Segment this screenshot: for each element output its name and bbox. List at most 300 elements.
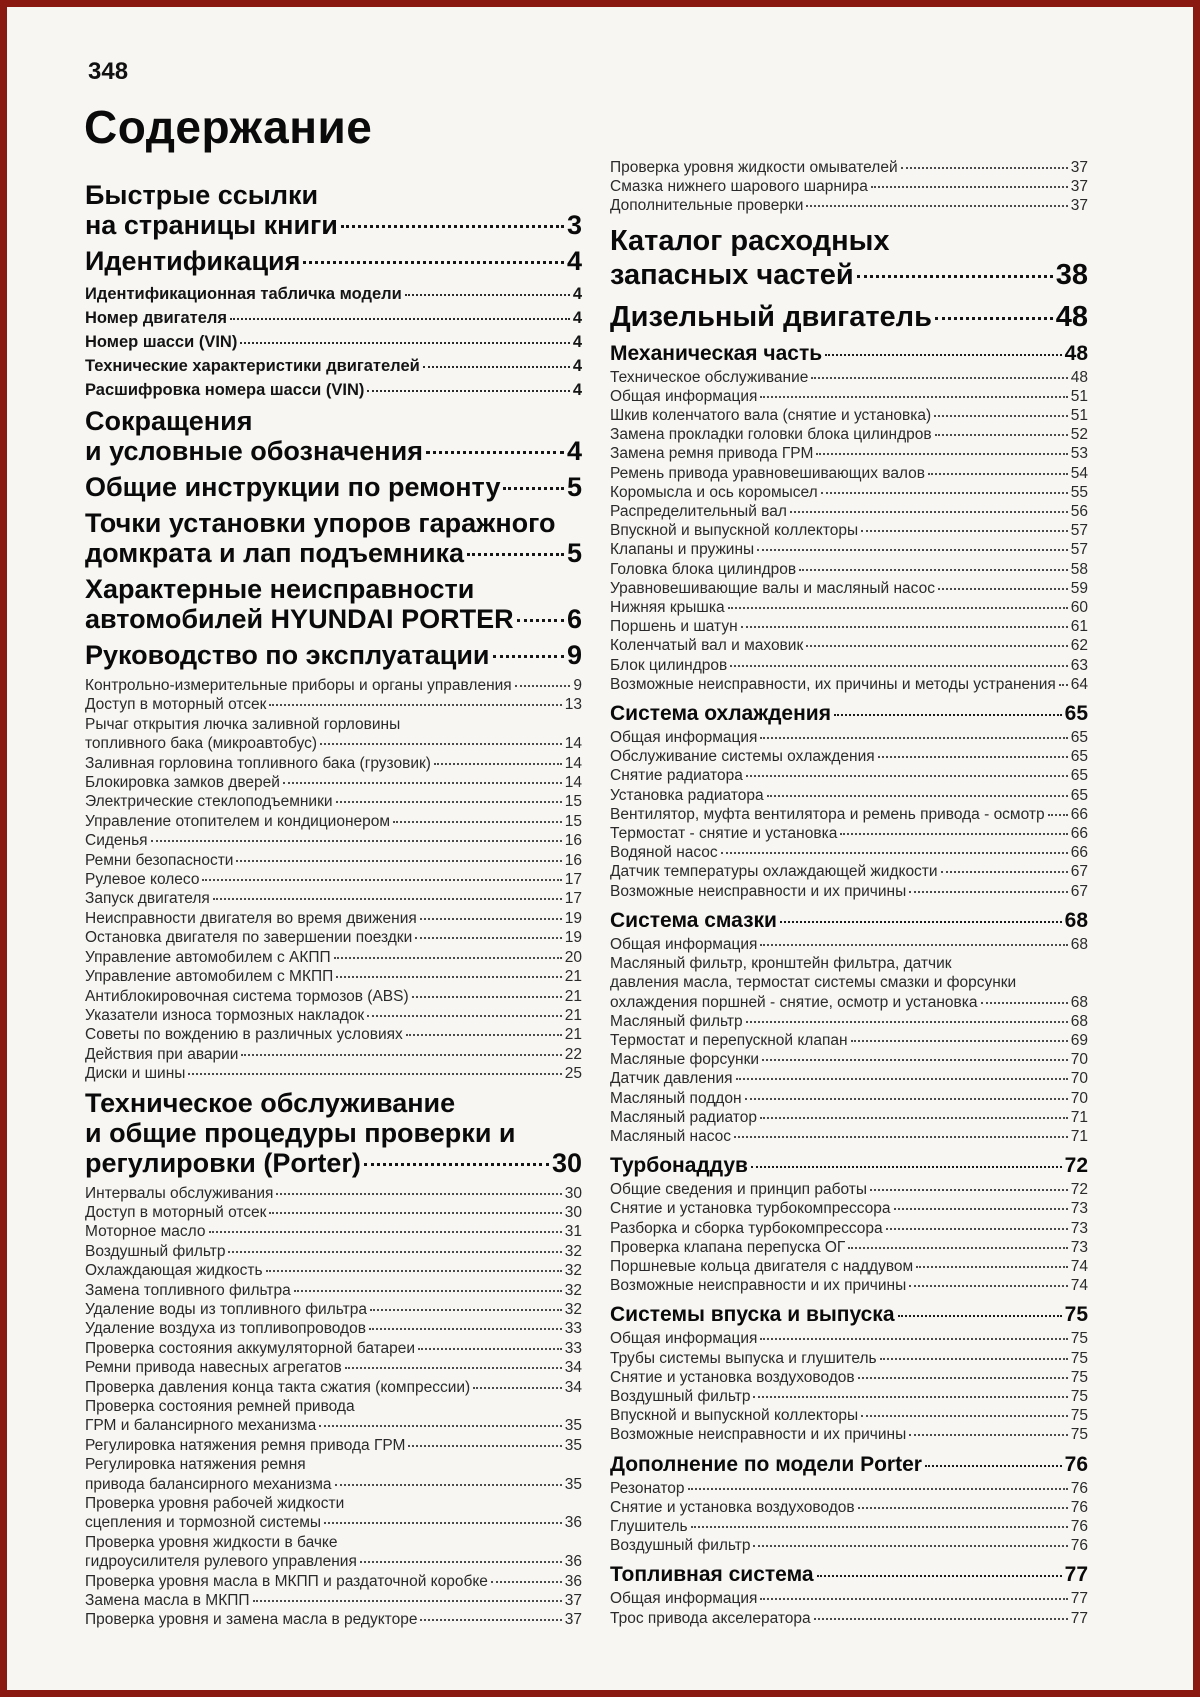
toc-label: Снятие радиатора xyxy=(610,767,743,785)
toc-label: гидроусилителя рулевого управления xyxy=(85,1553,357,1571)
toc-label: Обслуживание системы охлаждения xyxy=(610,748,875,766)
toc-page-ref: 63 xyxy=(1070,656,1088,674)
toc-page-ref: 69 xyxy=(1070,1031,1088,1049)
toc-entry-line xyxy=(610,1031,1088,1050)
toc-label: Проверка уровня и замена масла в редукторе xyxy=(85,1611,418,1629)
toc-entry xyxy=(610,196,1088,215)
toc-page-ref: 16 xyxy=(564,851,582,869)
toc-label: Разборка и сборка турбокомпрессора xyxy=(610,1219,883,1237)
toc-leader-dots xyxy=(151,840,562,842)
toc-leader-dots xyxy=(857,275,1053,278)
toc-entry xyxy=(85,1222,582,1241)
toc-entry-line xyxy=(610,656,1088,675)
toc-label: Расшифровка номера шасси (VIN) xyxy=(85,381,365,399)
toc-entry xyxy=(85,812,582,831)
toc-page-ref: 31 xyxy=(564,1223,582,1241)
toc-leader-dots xyxy=(811,377,1067,379)
toc-entry xyxy=(610,862,1088,881)
toc-entry-line xyxy=(85,472,582,502)
toc-label: регулировки (Porter) xyxy=(85,1147,361,1178)
toc-entry-line xyxy=(85,1261,582,1280)
toc-label: Возможные неисправности и их причины xyxy=(610,1277,907,1295)
toc-page-ref: 37 xyxy=(564,1611,582,1629)
toc-entry xyxy=(85,1064,582,1083)
toc-leader-dots xyxy=(467,553,564,556)
toc-leader-dots xyxy=(745,1098,1068,1100)
toc-page-ref: 56 xyxy=(1070,503,1088,521)
toc-entry-line xyxy=(85,1222,582,1241)
toc-entry xyxy=(610,728,1088,747)
toc-page-ref: 32 xyxy=(564,1281,582,1299)
toc-entry-line xyxy=(610,1276,1088,1295)
toc-entry xyxy=(85,773,582,792)
toc-entry-line xyxy=(85,1025,582,1044)
toc-entry xyxy=(610,1589,1088,1608)
toc-label: Общая информация xyxy=(610,387,758,405)
toc-page-ref: 67 xyxy=(1070,882,1088,900)
toc-entry-line xyxy=(85,210,582,240)
toc-entry-line xyxy=(85,773,582,792)
toc-label: Общие сведения и принцип работы xyxy=(610,1181,868,1199)
toc-entry xyxy=(610,1031,1088,1050)
toc-entry xyxy=(610,598,1088,617)
toc-entry-line xyxy=(85,715,582,734)
toc-entry xyxy=(610,1050,1088,1069)
toc-entry-line xyxy=(610,1563,1088,1587)
toc-page-ref: 75 xyxy=(1070,1426,1088,1444)
toc-leader-dots xyxy=(909,891,1068,893)
toc-page-ref: 75 xyxy=(1070,1387,1088,1405)
toc-page-ref: 72 xyxy=(1070,1181,1088,1199)
toc-leader-dots xyxy=(934,415,1068,417)
toc-label: Идентификация xyxy=(85,246,301,276)
toc-label: автомобилей HYUNDAI PORTER xyxy=(85,604,514,634)
toc-entry xyxy=(610,1238,1088,1257)
toc-page-ref: 37 xyxy=(1070,178,1088,196)
toc-entry xyxy=(610,1219,1088,1238)
toc-entry xyxy=(610,1349,1088,1368)
toc-label: Трубы системы выпуска и глушитель xyxy=(610,1349,877,1367)
toc-entry xyxy=(85,1610,582,1629)
toc-entry-line xyxy=(85,180,582,210)
toc-label: Рычаг открытия лючка заливной горловины xyxy=(85,715,401,733)
toc-leader-dots xyxy=(753,1396,1067,1398)
toc-leader-dots xyxy=(746,775,1068,777)
toc-page-ref: 66 xyxy=(1070,805,1088,823)
toc-page-ref: 55 xyxy=(1070,483,1088,501)
toc-entry xyxy=(610,882,1088,901)
toc-page-ref: 74 xyxy=(1070,1257,1088,1275)
toc-entry xyxy=(610,1012,1088,1031)
toc-column-right xyxy=(610,158,1088,1628)
toc-page-ref: 57 xyxy=(1070,522,1088,540)
toc-label: Масляный поддон xyxy=(610,1089,742,1107)
toc-page-ref: 30 xyxy=(564,1203,582,1221)
toc-label: Общая информация xyxy=(610,729,758,747)
toc-page-ref: 72 xyxy=(1064,1154,1088,1178)
toc-leader-dots xyxy=(1059,684,1068,686)
toc-page-ref: 3 xyxy=(566,210,582,240)
toc-leader-dots xyxy=(894,1208,1068,1210)
toc-entry xyxy=(610,483,1088,502)
toc-page-ref: 37 xyxy=(1070,159,1088,176)
toc-leader-dots xyxy=(426,451,564,454)
toc-page-ref: 75 xyxy=(1070,1368,1088,1386)
toc-page-ref: 30 xyxy=(564,1184,582,1202)
toc-label: Сиденья xyxy=(85,832,148,850)
toc-entry-line xyxy=(85,1064,582,1083)
toc-label: Управление автомобилем с АКПП xyxy=(85,948,331,966)
toc-leader-dots xyxy=(767,795,1068,797)
toc-entry-line xyxy=(85,1475,582,1494)
toc-entry-line xyxy=(610,258,1088,292)
toc-leader-dots xyxy=(817,1575,1062,1577)
toc-entry xyxy=(610,464,1088,483)
toc-leader-dots xyxy=(691,1526,1068,1528)
toc-entry xyxy=(610,824,1088,843)
toc-label: Заливная горловина топливного бака (грузовик) xyxy=(85,754,431,772)
toc-label: Техническое обслуживание xyxy=(610,368,809,386)
toc-entry-line xyxy=(85,1281,582,1300)
toc-label: Смазка нижнего шарового шарнира xyxy=(610,178,868,196)
toc-entry xyxy=(610,1199,1088,1218)
toc-entry-line xyxy=(610,300,1088,334)
toc-leader-dots xyxy=(303,261,564,264)
toc-entry-line xyxy=(610,993,1088,1012)
toc-label: Техническое обслуживание xyxy=(85,1087,456,1118)
toc-entry xyxy=(85,1203,582,1222)
toc-leader-dots xyxy=(367,1015,562,1017)
toc-page-ref: 76 xyxy=(1070,1479,1088,1497)
toc-page-ref: 35 xyxy=(564,1436,582,1454)
toc-entry xyxy=(610,766,1088,785)
toc-entry-line xyxy=(85,1319,582,1338)
toc-page-ref: 9 xyxy=(566,640,582,670)
toc-entry xyxy=(610,387,1088,406)
toc-page-ref: 76 xyxy=(1070,1537,1088,1555)
toc-leader-dots xyxy=(473,1387,562,1389)
toc-leader-dots xyxy=(760,944,1067,946)
toc-page-ref: 71 xyxy=(1070,1108,1088,1126)
toc-leader-dots xyxy=(503,487,564,490)
toc-leader-dots xyxy=(806,205,1067,207)
toc-leader-dots xyxy=(393,821,562,823)
toc-leader-dots xyxy=(364,1163,549,1166)
toc-label: Масляный фильтр xyxy=(610,1012,743,1030)
toc-label: и общие процедуры проверки и xyxy=(85,1117,516,1148)
toc-entry-line xyxy=(85,1203,582,1222)
toc-label: Коленчатый вал и маховик xyxy=(610,637,804,655)
toc-page-ref: 68 xyxy=(1070,1012,1088,1030)
toc-label: Сокращения xyxy=(85,406,253,436)
toc-entry-line xyxy=(85,695,582,714)
toc-entry xyxy=(610,502,1088,521)
toc-page-ref: 21 xyxy=(564,987,582,1005)
toc-leader-dots xyxy=(283,782,562,784)
toc-entry xyxy=(610,954,1088,1012)
toc-page-ref: 54 xyxy=(1070,464,1088,482)
toc-label: Проверка уровня рабочей жидкости xyxy=(85,1495,345,1513)
toc-entry-line xyxy=(610,521,1088,540)
toc-label: Доступ в моторный отсек xyxy=(85,696,267,714)
toc-entry-line xyxy=(85,734,582,753)
toc-entry-line xyxy=(85,640,582,670)
toc-leader-dots xyxy=(746,1021,1068,1023)
toc-entry-line xyxy=(610,954,1088,973)
toc-leader-dots xyxy=(840,833,1067,835)
toc-entry-line xyxy=(610,1453,1088,1477)
toc-entry-line xyxy=(85,1339,582,1358)
toc-entry-line xyxy=(85,436,582,466)
toc-page-ref: 51 xyxy=(1070,387,1088,405)
toc-entry-line xyxy=(610,805,1088,824)
toc-label: Диски и шины xyxy=(85,1065,186,1083)
toc-page-ref: 65 xyxy=(1070,729,1088,747)
toc-page-ref: 17 xyxy=(564,890,582,908)
toc-entry xyxy=(610,425,1088,444)
toc-entry-line xyxy=(85,1552,582,1571)
toc-entry-line xyxy=(610,502,1088,521)
toc-page-ref: 15 xyxy=(564,793,582,811)
toc-entry xyxy=(610,368,1088,387)
toc-label: Дополнение по модели Porter xyxy=(610,1452,922,1476)
toc-page-ref: 14 xyxy=(564,754,582,772)
toc-entry-line xyxy=(85,282,582,306)
toc-entry xyxy=(610,1257,1088,1276)
toc-page-ref: 65 xyxy=(1064,702,1088,726)
toc-leader-dots xyxy=(336,976,562,978)
toc-label: Замена прокладки головки блока цилиндров xyxy=(610,426,932,444)
toc-label: Указатели износа тормозных накладок xyxy=(85,1006,365,1024)
toc-entry xyxy=(85,1494,582,1533)
toc-entry-line xyxy=(610,1589,1088,1608)
toc-entry-line xyxy=(85,1118,582,1148)
toc-leader-dots xyxy=(825,354,1061,356)
toc-page-ref: 5 xyxy=(566,472,582,502)
toc-subsection-heading xyxy=(610,909,1088,933)
toc-leader-dots xyxy=(230,318,570,320)
toc-entry-line xyxy=(85,1513,582,1532)
toc-page-ref: 51 xyxy=(1070,407,1088,425)
toc-label: Руководство по эксплуатации xyxy=(85,640,490,670)
toc-subsection-heading xyxy=(610,702,1088,726)
toc-page-ref: 71 xyxy=(1070,1127,1088,1145)
toc-page-ref: 64 xyxy=(1070,675,1088,693)
toc-entry xyxy=(610,1108,1088,1127)
toc-section-heading xyxy=(85,508,582,568)
toc-leader-dots xyxy=(721,852,1068,854)
toc-leader-dots xyxy=(335,1484,562,1486)
toc-label: Возможные неисправности, их причины и методы устранения xyxy=(610,675,1056,693)
toc-label: домкрата и лап подъемника xyxy=(85,538,465,568)
toc-entry xyxy=(85,987,582,1006)
toc-page-ref: 53 xyxy=(1070,445,1088,463)
toc-entry-line xyxy=(610,909,1088,933)
toc-leader-dots xyxy=(916,1266,1068,1268)
toc-entry-line xyxy=(610,196,1088,215)
toc-page-ref: 4 xyxy=(572,333,582,351)
toc-label: Снятие и установка воздуховодов xyxy=(610,1368,855,1386)
toc-entry xyxy=(610,579,1088,598)
toc-entry-line xyxy=(85,967,582,986)
toc-leader-dots xyxy=(981,1002,1068,1004)
toc-leader-dots xyxy=(493,655,564,658)
toc-page-ref: 61 xyxy=(1070,618,1088,636)
toc-section-heading xyxy=(85,180,582,240)
toc-leader-dots xyxy=(834,714,1062,716)
toc-entry-line xyxy=(610,1329,1088,1348)
toc-page-ref: 13 xyxy=(564,696,582,714)
toc-entry xyxy=(85,715,582,754)
toc-page-ref: 35 xyxy=(564,1475,582,1493)
toc-entry-line xyxy=(610,617,1088,636)
toc-label: Уравновешивающие валы и масляный насос xyxy=(610,579,935,597)
toc-entry-line xyxy=(610,425,1088,444)
toc-leader-dots xyxy=(790,511,1068,513)
toc-entry-line xyxy=(610,387,1088,406)
toc-label: Датчик температуры охлаждающей жидкости xyxy=(610,863,938,881)
toc-page-ref: 33 xyxy=(564,1339,582,1357)
toc-label: Номер двигателя xyxy=(85,309,227,327)
toc-entry xyxy=(610,747,1088,766)
toc-section-heading xyxy=(85,472,582,502)
toc-label: охлаждения поршней - снятие, осмотр и установка xyxy=(610,993,978,1011)
toc-section-heading xyxy=(85,574,582,634)
toc-leader-dots xyxy=(806,645,1068,647)
toc-leader-dots xyxy=(334,957,562,959)
toc-label: Запуск двигателя xyxy=(85,890,210,908)
toc-entry-line xyxy=(85,406,582,436)
toc-leader-dots xyxy=(814,1618,1068,1620)
toc-label: Воздушный фильтр xyxy=(610,1387,751,1405)
toc-label: запасных частей xyxy=(610,258,854,291)
toc-entry xyxy=(85,1397,582,1436)
toc-leader-dots xyxy=(253,1600,562,1602)
toc-entry xyxy=(610,1387,1088,1406)
toc-label: Номер шасси (VIN) xyxy=(85,333,238,351)
toc-entry-line xyxy=(85,812,582,831)
toc-label: Ремни привода навесных агрегатов xyxy=(85,1359,342,1377)
toc-leader-dots xyxy=(688,1488,1068,1490)
toc-entry xyxy=(610,1406,1088,1425)
toc-leader-dots xyxy=(202,879,561,881)
toc-page-ref: 66 xyxy=(1070,844,1088,862)
toc-label: Антиблокировочная система тормозов (ABS) xyxy=(85,987,409,1005)
toc-entry-line xyxy=(610,862,1088,881)
toc-leader-dots xyxy=(901,167,1068,169)
toc-page-ref: 68 xyxy=(1064,908,1088,932)
toc-label: Водяной насос xyxy=(610,844,718,862)
toc-label: Общая информация xyxy=(610,1590,758,1608)
toc-label: Масляный фильтр, кронштейн фильтра, датчик xyxy=(610,955,952,973)
toc-page-ref: 38 xyxy=(1055,258,1088,291)
toc-subsection-heading xyxy=(610,1303,1088,1327)
toc-label: Воздушный фильтр xyxy=(85,1242,226,1260)
toc-leader-dots xyxy=(760,1598,1067,1600)
toc-page-ref: 75 xyxy=(1070,1407,1088,1425)
toc-entry-line xyxy=(85,948,582,967)
toc-entry xyxy=(610,935,1088,954)
toc-page-ref: 77 xyxy=(1064,1563,1088,1587)
toc-section-heading xyxy=(85,246,582,276)
toc-leader-dots xyxy=(415,937,562,939)
toc-leader-dots xyxy=(241,1054,561,1056)
toc-entry xyxy=(85,1184,582,1203)
toc-page-ref: 76 xyxy=(1064,1452,1088,1476)
page-title: Содержание xyxy=(84,101,373,153)
toc-leader-dots xyxy=(240,342,569,344)
toc-entry-line xyxy=(610,342,1088,366)
toc-leader-dots xyxy=(760,396,1067,398)
toc-label: Головка блока цилиндров xyxy=(610,560,797,578)
toc-page-ref: 66 xyxy=(1070,825,1088,843)
toc-entry-line xyxy=(610,224,1088,258)
toc-page-ref: 4 xyxy=(572,381,582,399)
toc-entry xyxy=(610,1276,1088,1295)
toc-entry xyxy=(610,1517,1088,1536)
toc-page-ref: 77 xyxy=(1070,1609,1088,1627)
toc-page-ref: 65 xyxy=(1070,767,1088,785)
toc-label: привода балансирного механизма xyxy=(85,1475,332,1493)
toc-label: Поршневые кольца двигателя с наддувом xyxy=(610,1257,914,1275)
toc-page-ref: 73 xyxy=(1070,1219,1088,1237)
toc-entry-line xyxy=(610,444,1088,463)
toc-entry-line xyxy=(610,1050,1088,1069)
toc-entry-line xyxy=(610,728,1088,747)
toc-leader-dots xyxy=(760,1338,1067,1340)
toc-leader-dots xyxy=(935,317,1053,320)
toc-section-heading xyxy=(85,406,582,466)
toc-entry xyxy=(610,560,1088,579)
toc-page-ref: 70 xyxy=(1070,1070,1088,1088)
toc-page-ref: 4 xyxy=(566,436,582,466)
toc-leader-dots xyxy=(730,665,1068,667)
toc-leader-dots xyxy=(269,704,561,706)
toc-entry-line xyxy=(85,1148,582,1178)
toc-leader-dots xyxy=(420,918,562,920)
toc-page-ref: 36 xyxy=(564,1514,582,1532)
toc-label: Воздушный фильтр xyxy=(610,1537,751,1555)
toc-entry xyxy=(85,1358,582,1377)
toc-entry-line xyxy=(610,158,1088,177)
toc-entry xyxy=(610,843,1088,862)
toc-entry-line xyxy=(85,1436,582,1455)
toc-leader-dots xyxy=(320,743,562,745)
toc-label: Система охлаждения xyxy=(610,702,831,726)
toc-label: Блокировка замков дверей xyxy=(85,774,280,792)
toc-leader-dots xyxy=(360,1561,562,1563)
toc-entry-line xyxy=(85,1300,582,1319)
toc-label: Охлаждающая жидкость xyxy=(85,1262,263,1280)
toc-label: Глушитель xyxy=(610,1517,688,1535)
toc-page-ref: 4 xyxy=(572,309,582,327)
toc-leader-dots xyxy=(319,1425,561,1427)
toc-page-ref: 76 xyxy=(1070,1517,1088,1535)
toc-leader-dots xyxy=(269,1212,561,1214)
toc-page-ref: 59 xyxy=(1070,579,1088,597)
toc-label: сцепления и тормозной системы xyxy=(85,1514,322,1532)
toc-page-ref: 70 xyxy=(1070,1089,1088,1107)
toc-leader-dots xyxy=(418,1348,562,1350)
toc-entry xyxy=(85,1261,582,1280)
toc-label: Термостат и перепускной клапан xyxy=(610,1031,848,1049)
toc-page-ref: 52 xyxy=(1070,426,1088,444)
toc-subsection-heading xyxy=(610,342,1088,366)
toc-page-ref: 15 xyxy=(564,812,582,830)
toc-entry-line xyxy=(610,843,1088,862)
toc-entry xyxy=(85,754,582,773)
toc-entry xyxy=(610,805,1088,824)
